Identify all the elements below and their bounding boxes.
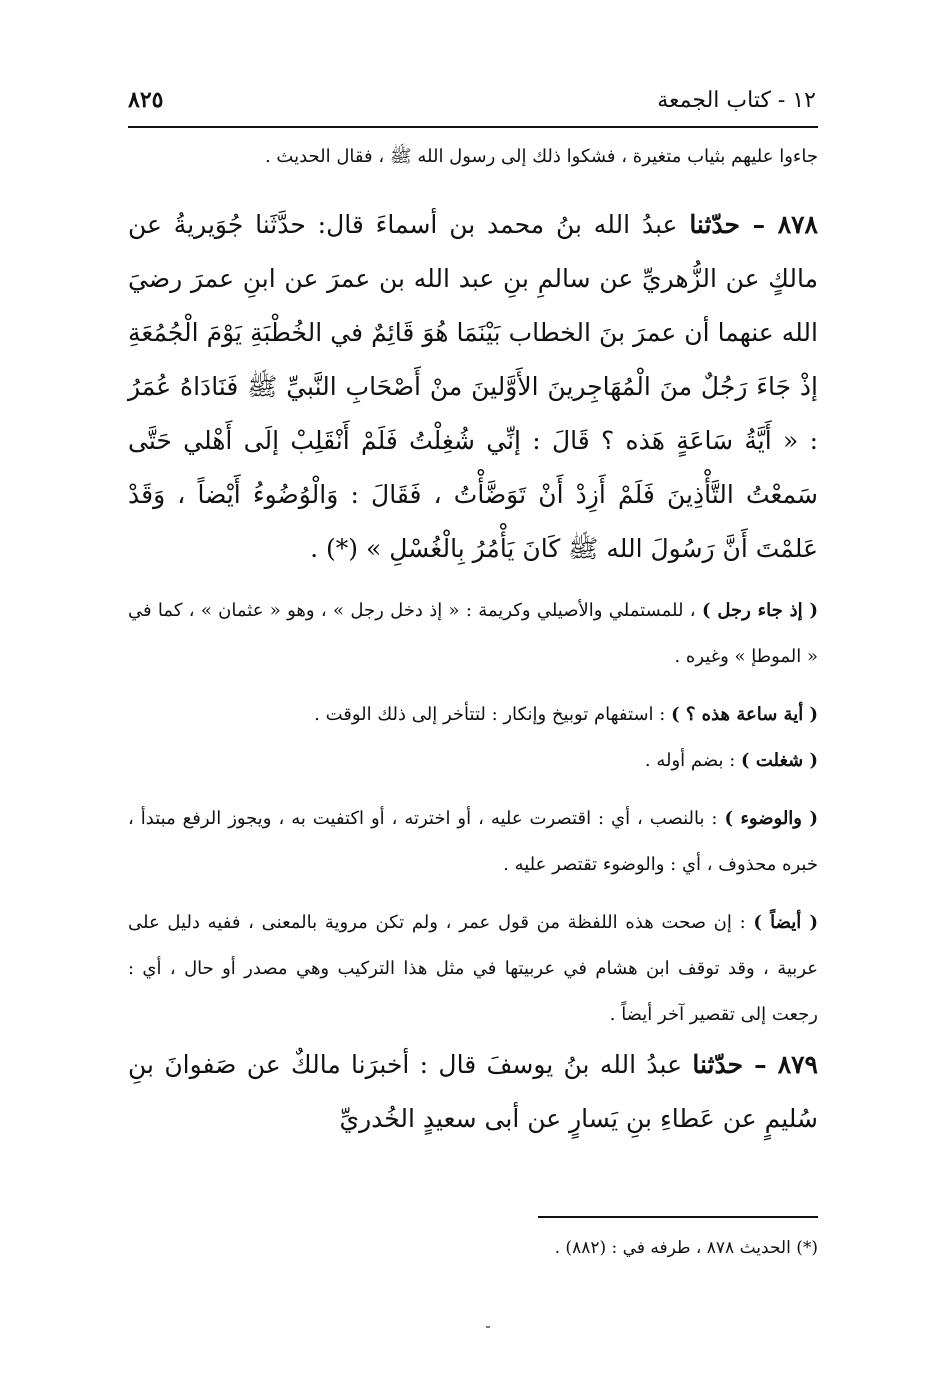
continuation-text: جاءوا عليهم بثياب متغيرة ، فشكوا ذلك إلى رسول الله ﷺ ، فقال الحديث . xyxy=(264,146,818,167)
commentary-1-text: ، للمستملي والأصيلي وكريمة : « إذ دخل رجل » ، وهو « عثمان » ، كما في « الموطإ » وغيره . xyxy=(128,600,818,667)
page-header xyxy=(128,80,816,120)
footnote-text: (*) الحديث ٨٧٨ ، طرفه في : (٨٨٢) . xyxy=(554,1238,818,1258)
commentary-1 xyxy=(128,588,818,680)
commentary-5-text: : إن صحت هذه اللفظة من قول عمر ، ولم تكن مروية بالمعنى ، ففيه دليل على عربية ، وقد توقف ابن هشام في عربيتها في مثل هذا التركيب وهي مصدر أو حال ، أي : رجعت إلى تقصير آخر أيضاً . xyxy=(128,912,818,1025)
commentary-2-term: ( أية ساعة هذه ؟ ) xyxy=(671,704,818,725)
commentary-4-text: : بالنصب ، أي : اقتصرت عليه ، أو اخترته ، أو اكتفيت به ، ويجوز الرفع مبتدأ ، خبره محذوف ، أي : والوضوء تقتصر عليه . xyxy=(128,808,818,875)
footnote-rule xyxy=(538,1216,818,1218)
commentary-2-text: : استفهام توبيخ وإنكار : لتتأخر إلى ذلك الوقت . xyxy=(314,704,666,725)
header-rule xyxy=(128,126,818,128)
hadith-879-text: عبدُ الله بنُ يوسفَ قال : أخبرَنا مالكٌ عن صَفوانَ بنِ سُليمٍ عن عَطاءِ بنِ يَسارٍ عن أبى سعيدٍ الخُدريِّ xyxy=(128,1050,818,1133)
page-number: ٨٢٥ xyxy=(128,87,164,113)
hadith-879 xyxy=(128,1038,818,1146)
hadith-878-number: ٨٧٨ – حدّثنا xyxy=(689,210,818,239)
commentary-2 xyxy=(128,692,818,738)
commentary-4-term: ( والوضوء ) xyxy=(724,808,818,829)
commentary-5 xyxy=(128,900,818,1038)
hadith-878 xyxy=(128,198,818,576)
hadith-879-number: ٨٧٩ – حدّثنا xyxy=(692,1050,818,1079)
hadith-878-text: عبدُ الله بنُ محمد بن أسماءَ قال: حدَّثَنا جُوَيريةُ عن مالكٍ عن الزُّهريِّ عن سالمِ بنِ عبد الله بن عمرَ عن ابنِ عمرَ رضيَ الله عنهما أن عمرَ بنَ الخطاب بَيْنَمَا هُوَ قَائِمٌ في الخُطْبَةِ يَوْمَ الْجُمُعَةِ إذْ جَاءَ رَجُلٌ منَ الْمُهَاجِرينَ الأَوَّلينَ منْ أَصْحَابِ النَّبيِّ ﷺ فَنَادَاهُ عُمَرُ : « أَيَّةُ سَاعَةٍ هَذه ؟ قَالَ : إنِّي شُغِلْتُ فَلَمْ أَنْقَلِبْ إلَى أَهْلي حَتَّى سَمعْتُ التَّأْذِينَ فَلَمْ أَزِدْ أَنْ تَوَضَّأْتُ ، فَقَالَ : وَالْوُضُوءُ أَيْضاً ، وَقَدْ عَلمْتَ أَنَّ رَسُولَ الله ﷺ كَانَ يَأْمُرُ بِالْغُسْلِ » (*) . xyxy=(128,210,818,563)
commentary-3-term: ( شغلت ) xyxy=(741,750,818,771)
chapter-title: ١٢ - كتاب الجمعة xyxy=(657,87,816,113)
page-body xyxy=(128,134,818,1146)
footnote xyxy=(128,1232,818,1264)
commentary-3 xyxy=(128,738,818,784)
page-mark xyxy=(486,1326,490,1328)
commentary-3-text: : بضم أوله . xyxy=(644,750,736,771)
commentary-1-term: ( إذ جاء رجل ) xyxy=(701,600,818,621)
continuation-paragraph xyxy=(128,134,818,180)
commentary-5-term: ( أيضاً ) xyxy=(753,912,818,933)
commentary-4 xyxy=(128,796,818,888)
